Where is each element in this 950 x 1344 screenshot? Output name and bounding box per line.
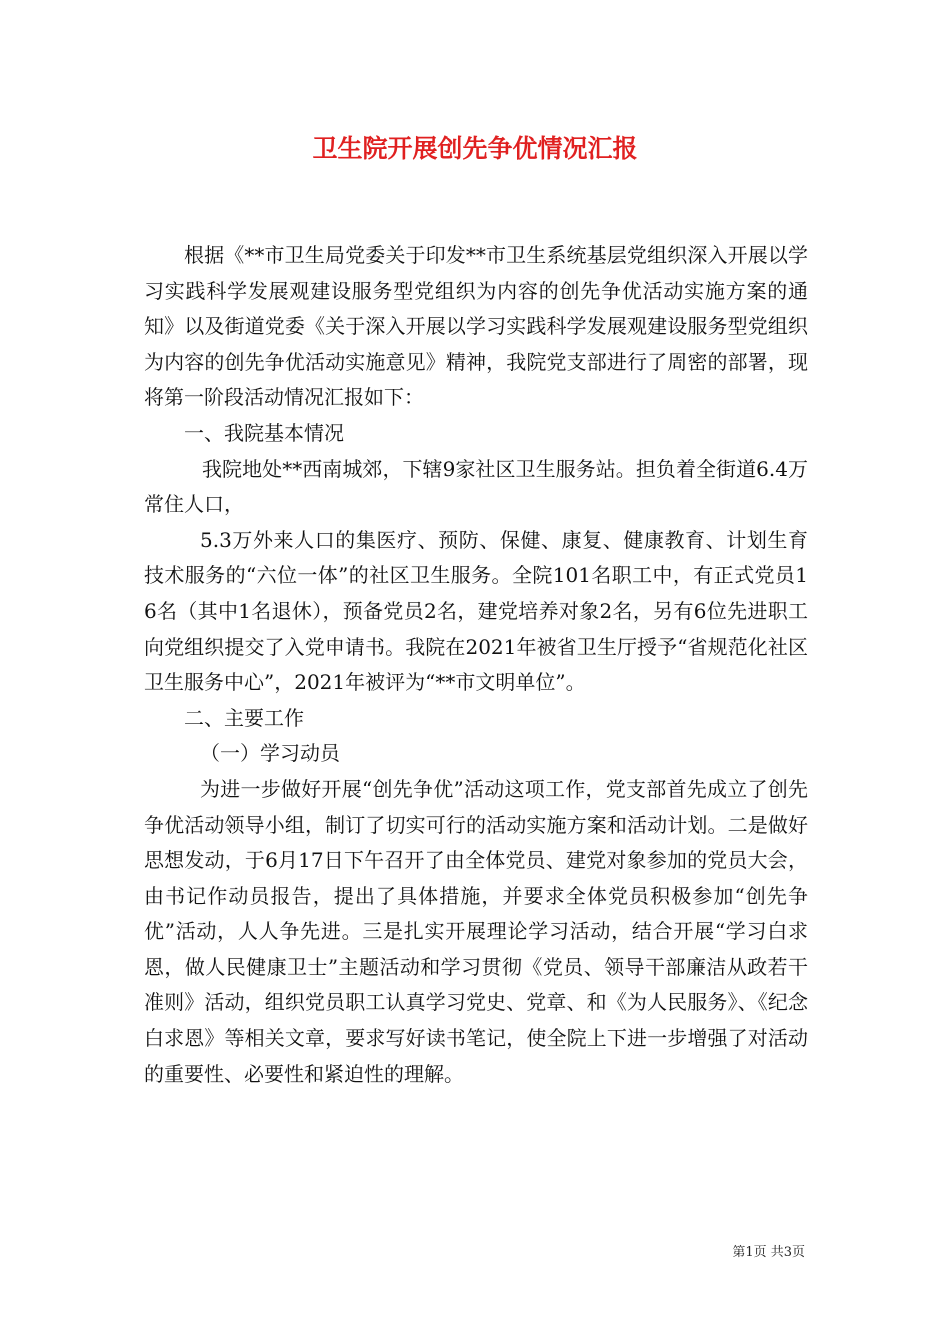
section-1-paragraph-2: 5.3万外来人口的集医疗、预防、保健、康复、健康教育、计划生育技术服务的“六位一体”的社区卫生服务。全院101名职工中，有正式党员16名（其中1名退休），预备党员2名，建党培养对象2名，另有6位先进职工向党组织提交了入党申请书。我院在2021年被省卫生厅授予“省规范化社区卫生服务中心”，2021年被评为“**市文明单位”。 [144,527,808,695]
document-body [144,238,808,1092]
section-2-heading: 二、主要工作 [184,705,304,730]
page-number-footer: 第1页 共3页 [732,1245,805,1260]
document-title: 卫生院开展创先争优情况汇报 [312,134,638,163]
section-1-heading: 一、我院基本情况 [184,420,344,445]
section-2-paragraph-1: 为进一步做好开展“创先争优”活动这项工作，党支部首先成立了创先争优活动领导小组，制订了切实可行的活动实施方案和活动计划。二是做好思想发动，于6月17日下午召开了由全体党员、建党对象参加的党员大会，由书记作动员报告，提出了具体措施，并要求全体党员积极参加“创先争优”活动，人人争先进。三是扎实开展理论学习活动，结合开展“学习白求恩，做人民健康卫士”主题活动和学习贯彻《党员、领导干部廉洁从政若干准则》活动，组织党员职工认真学习党史、党章、和《为人民服务》、《纪念白求恩》等相关文章，要求写好读书笔记，使全院上下进一步增强了对活动的重要性、必要性和紧迫性的理解。 [144,776,808,1086]
section-2-subheading-1: （一）学习动员 [200,741,340,766]
section-1-paragraph-1: 我院地处**西南城郊，下辖9家社区卫生服务站。担负着全街道6.4万常住人口， [144,456,808,517]
intro-paragraph: 根据《**市卫生局党委关于印发**市卫生系统基层党组织深入开展以学习实践科学发展观建设服务型党组织为内容的创先争优活动实施方案的通知》以及街道党委《关于深入开展以学习实践科学发展观建设服务型党组织为内容的创先争优活动实施意见》精神，我院党支部进行了周密的部署，现将第一阶段活动情况汇报如下： [144,243,808,410]
